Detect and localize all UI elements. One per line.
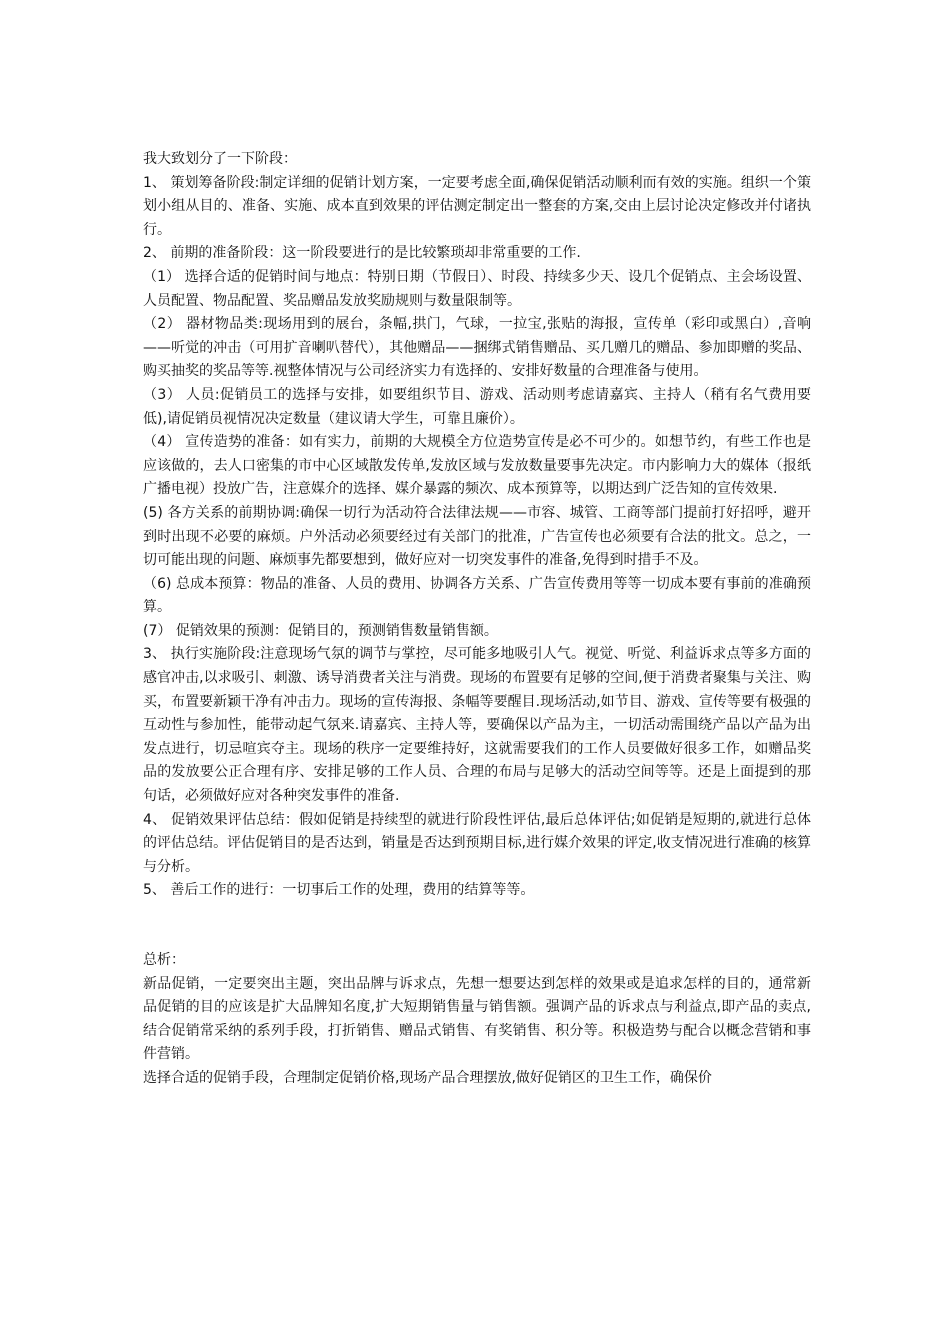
paragraph-item-2: （2） 器材物品类:现场用到的展台，条幅,拱门，气球，一拉宝,张贴的海报，宣传单（彩印或黑白）,音响——听觉的冲击（可用扩音喇叭替代），其他赠品——捆绑式销售赠品、买几赠几的赠品、参加即赠的奖品、购买抽奖的奖品等等.视整体情况与公司经济实力有选择的、安排好数量的合理准备与使用。 — [143, 316, 811, 380]
summary-paragraph-2: 选择合适的促销手段，合理制定促销价格,现场产品合理摆放,做好促销区的卫生工作，确保价 — [143, 1069, 712, 1086]
paragraph-item-6: （6) 总成本预算：物品的准备、人员的费用、协调各方关系、广告宣传费用等等一切成本要有事前的准确预算。 — [143, 575, 811, 616]
paragraph-item-3: （3） 人员:促销员工的选择与安排，如要组织节目、游戏、活动则考虑请嘉宾、主持人（稍有名气费用要低),请促销员视情况决定数量（建议请大学生，可靠且廉价）。 — [143, 386, 811, 427]
summary-heading: 总析： — [143, 952, 185, 968]
paragraph-item-4: （4） 宣传造势的准备：如有实力，前期的大规模全方位造势宣传是必不可少的。如想节约，有些工作也是应该做的，去人口密集的市中心区域散发传单,发放区域与发放数量要事先决定。市内影响力大的媒体（报纸广播电视）投放广告，注意媒介的选择、媒介暴露的频次、成本预算等，以期达到广泛告知的宣传效果. — [143, 434, 811, 498]
paragraph-stage-3: 3、 执行实施阶段:注意现场气氛的调节与掌控，尽可能多地吸引人气。视觉、听觉、利益诉求点等多方面的感官冲击,以求吸引、刺激、诱导消费者关注与消费。现场的布置要有足够的空间,便于消费者聚集与关注、购买，布置要新颖干净有冲击力。现场的宣传海报、条幅等要醒目.现场活动,如节目、游戏、宣传等要有极强的互动性与参加性，能带动起气氛来.请嘉宾、主持人等，要确保以产品为主，一切活动需围绕产品以产品为出发点进行，切忌喧宾夺主。现场的秩序一定要维持好，这就需要我们的工作人员要做好很多工作，如赠品奖品的发放要公正合理有序、安排足够的工作人员、合理的布局与足够大的活动空间等等。还是上面提到的那句话，必须做好应对各种突发事件的准备. — [143, 646, 811, 805]
paragraph-item-7: (7） 促销效果的预测：促销目的，预测销售数量销售额。 — [143, 622, 498, 639]
paragraph-stage-5: 5、 善后工作的进行：一切事后工作的处理，费用的结算等等。 — [143, 882, 535, 899]
document-page — [143, 148, 811, 1091]
summary-paragraph-1: 新品促销，一定要突出主题，突出品牌与诉求点，先想一想要达到怎样的效果或是追求怎样的目的，通常新品促销的目的应该是扩大品牌知名度,扩大短期销售量与销售额。强调产品的诉求点与利益点,即产品的卖点,结合促销常采纳的系列手段，打折销售、赠品式销售、有奖销售、积分等。积极造势与配合以概念营销和事件营销。 — [143, 975, 811, 1063]
paragraph-item-1: （1） 选择合适的促销时间与地点：特别日期（节假日）、时段、持续多少天、设几个促销点、主会场设置、人员配置、物品配置、奖品赠品发放奖励规则与数量限制等。 — [143, 268, 811, 309]
paragraph-stage-2: 2、 前期的准备阶段：这一阶段要进行的是比较繁琐却非常重要的工作. — [143, 245, 581, 262]
paragraph-stage-1: 1、 策划筹备阶段:制定详细的促销计划方案，一定要考虑全面,确保促销活动顺利而有效的实施。组织一个策划小组从目的、准备、实施、成本直到效果的评估测定制定出一整套的方案,交由上层讨论决定修改并付诸执行。 — [143, 174, 811, 238]
paragraph-stage-4: 4、 促销效果评估总结：假如促销是持续型的就进行阶段性评估,最后总体评估;如促销是短期的,就进行总体的评估总结。评估促销目的是否达到，销量是否达到预期目标,进行媒介效果的评定,收支情况进行准确的核算与分析。 — [143, 811, 811, 875]
paragraph-item-5: (5) 各方关系的前期协调:确保一切行为活动符合法律法规——市容、城管、工商等部门提前打好招呼，避开到时出现不必要的麻烦。户外活动必须要经过有关部门的批准，广告宣传也必须要有合法的批文。总之，一切可能出现的问题、麻烦事先都要想到，做好应对一切突发事件的准备,免得到时措手不及。 — [143, 504, 811, 569]
intro-line: 我大致划分了一下阶段： — [143, 151, 297, 167]
section-spacer — [143, 903, 811, 949]
